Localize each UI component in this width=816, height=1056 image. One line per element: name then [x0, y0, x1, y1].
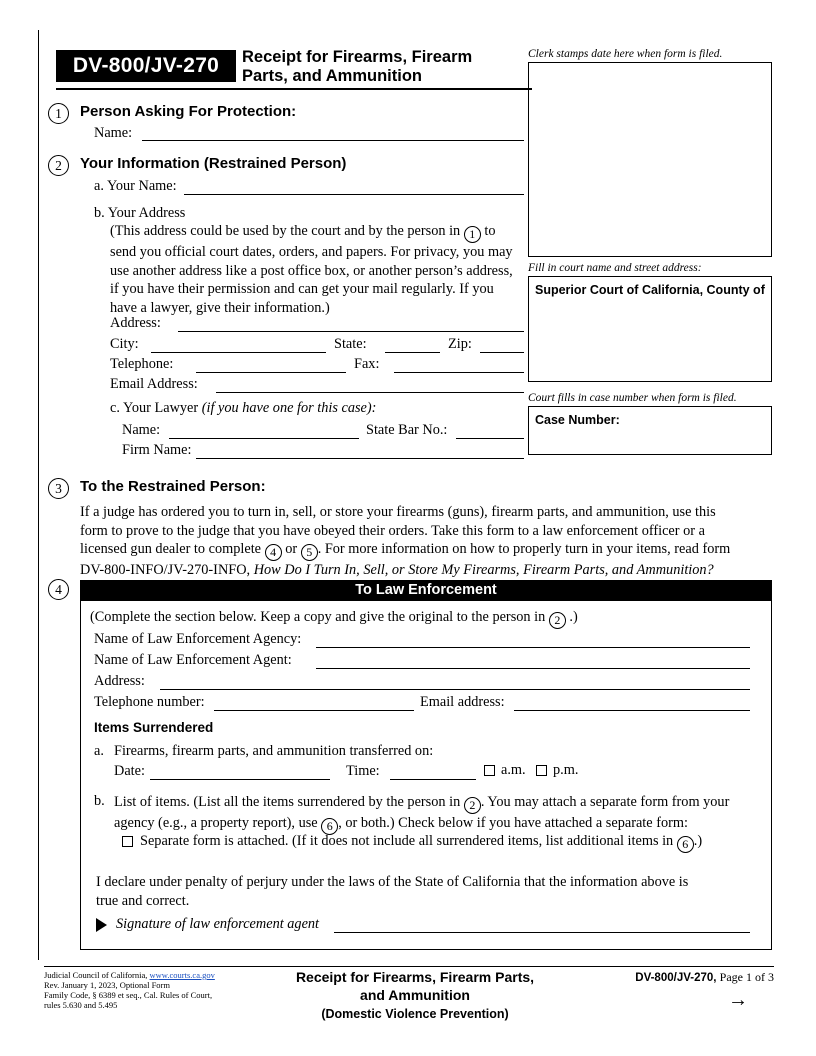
- inline-circle-1: 1: [464, 226, 481, 243]
- address-input[interactable]: [178, 331, 524, 332]
- next-page-arrow-icon: →: [728, 989, 748, 1011]
- lawyer-label-text: c. Your Lawyer: [110, 400, 199, 416]
- section-3-line2: form to prove to the judge that you have obeyed their orders. Take this form to a law enforcement officer or a: [80, 522, 705, 539]
- case-number-label: Case Number:: [535, 413, 620, 427]
- court-name-title: Superior Court of California, County of: [535, 283, 765, 297]
- footer-code-line1: Family Code, § 6389 et seq., Cal. Rules of Court,: [44, 990, 213, 1000]
- footer-page-number: Page 1 of 3: [719, 970, 774, 984]
- agency-name-input[interactable]: [316, 647, 750, 648]
- section-1-number: 1: [48, 103, 69, 124]
- lawyer-label: [110, 400, 376, 417]
- your-address-label: b. Your Address: [94, 205, 186, 221]
- state-label: State:: [334, 336, 367, 352]
- footer-title-line3: (Domestic Violence Prevention): [321, 1007, 509, 1021]
- declaration-line1: I declare under penalty of perjury under the laws of the State of California that the information above is: [96, 874, 689, 890]
- le-address-label: Address:: [94, 673, 145, 689]
- item-b-line1-end: . You may attach a separate form from your: [480, 794, 730, 810]
- item-b-line1: List of items. (List all the items surrendered by the person in: [114, 794, 461, 810]
- clerk-stamp-box[interactable]: [528, 62, 772, 257]
- inline-circle-4: 4: [265, 544, 282, 561]
- case-number-block: [528, 392, 772, 455]
- footer-title-line2: and Ammunition: [360, 987, 470, 1003]
- le-email-input[interactable]: [514, 710, 750, 711]
- section-3-line3b: . For more information on how to properly turn in your items, read form: [317, 541, 731, 557]
- separate-form-text: [140, 832, 760, 853]
- telephone-input[interactable]: [196, 372, 346, 373]
- footer-left-block: [44, 970, 274, 1010]
- am-checkbox[interactable]: [484, 765, 495, 776]
- separate-form-text-a: Separate form is attached. (If it does not include all surrendered items, list additional items in: [140, 833, 674, 849]
- lawyer-name-input[interactable]: [169, 438, 359, 439]
- inline-circle-5: 5: [301, 544, 318, 561]
- declaration-line2: true and correct.: [96, 892, 190, 909]
- section-3-or: or: [285, 541, 298, 557]
- case-number-caption: Court fills in case number when form is filed.: [528, 392, 737, 404]
- address-note-line2: send you official court dates, orders, and papers. For privacy, you may: [110, 244, 513, 260]
- section-3-heading: To the Restrained Person:: [80, 478, 266, 495]
- signature-label: Signature of law enforcement agent: [116, 916, 320, 932]
- clerk-stamp-block: [528, 48, 772, 257]
- inline-circle-6b: 6: [677, 836, 694, 853]
- le-telephone-input[interactable]: [214, 710, 414, 711]
- case-number-box[interactable]: [528, 406, 772, 455]
- transfer-date-label: Date:: [114, 763, 145, 779]
- footer-form-number: DV-800/JV-270,: [635, 972, 717, 984]
- item-b-text: [114, 793, 759, 835]
- address-note-line3: use another address like a post office box, or another person’s address,: [110, 262, 513, 279]
- transfer-time-label: Time:: [346, 763, 380, 779]
- firm-name-label: Firm Name:: [122, 442, 192, 458]
- transfer-date-input[interactable]: [150, 779, 330, 780]
- your-name-label: a. Your Name:: [94, 178, 177, 194]
- footer-title-line1: Receipt for Firearms, Firearm Parts,: [295, 969, 535, 985]
- your-name-input[interactable]: [184, 194, 524, 195]
- agent-name-label: Name of Law Enforcement Agent:: [94, 652, 292, 668]
- address-label: Address:: [110, 315, 161, 331]
- inline-circle-2b: 2: [464, 797, 481, 814]
- footer-revision: Rev. January 1, 2023, Optional Form: [44, 980, 170, 990]
- address-privacy-note: [110, 222, 530, 317]
- item-b-line2: agency (e.g., a property report), use: [114, 815, 318, 831]
- footer-center-title: [250, 968, 580, 1023]
- left-vertical-rule: [38, 30, 39, 960]
- item-b-line2-end: , or both.) Check below if you have attached a separate form:: [338, 815, 688, 831]
- signature-input[interactable]: [334, 932, 750, 933]
- title-underline: [56, 88, 532, 90]
- section-4-intro-a: (Complete the section below. Keep a copy and give the original to the person in: [90, 609, 546, 625]
- footer-council: Judicial Council of California,: [44, 970, 148, 980]
- clerk-stamp-caption: Clerk stamps date here when form is filed.: [528, 48, 723, 60]
- address-note-line1-end: to: [484, 223, 496, 239]
- form-title-line1: Receipt for Firearms, Firearm: [242, 48, 473, 66]
- section-1-name-input[interactable]: [142, 140, 524, 141]
- form-sheet: [44, 30, 774, 990]
- section-1-name-label: Name:: [94, 125, 133, 141]
- state-bar-input[interactable]: [456, 438, 524, 439]
- state-bar-label: State Bar No.:: [366, 422, 448, 438]
- address-note-line5: have a lawyer, give their information.): [110, 299, 330, 316]
- section-4-intro-b: .): [569, 609, 578, 625]
- city-label: City:: [110, 336, 139, 352]
- am-label: a.m.: [501, 762, 526, 778]
- separate-form-text-b: .): [693, 833, 703, 849]
- separate-form-checkbox[interactable]: [122, 836, 133, 847]
- footer-code-line2: rules 5.630 and 5.495: [44, 1000, 118, 1010]
- zip-input[interactable]: [480, 352, 524, 353]
- section-4-number: 4: [48, 579, 69, 600]
- section-4-banner: To Law Enforcement: [80, 580, 772, 600]
- section-1-heading: Person Asking For Protection:: [80, 103, 297, 120]
- section-2-number: 2: [48, 155, 69, 176]
- footer-right-block: [600, 970, 774, 985]
- pm-checkbox[interactable]: [536, 765, 547, 776]
- court-name-caption: Fill in court name and street address:: [528, 262, 702, 274]
- court-name-box[interactable]: [528, 276, 772, 382]
- le-email-label: Email address:: [420, 694, 505, 710]
- form-title-line2: Parts, and Ammunition: [242, 67, 422, 85]
- lawyer-name-label: Name:: [122, 422, 161, 438]
- address-note-line4: if you have their permission and can get your mail regularly. If you: [110, 281, 494, 297]
- court-name-block: [528, 262, 772, 382]
- lawyer-label-italic: (if you have one for this case):: [201, 400, 377, 416]
- email-input[interactable]: [216, 392, 524, 393]
- agent-name-input[interactable]: [316, 668, 750, 669]
- firm-name-input[interactable]: [196, 458, 524, 459]
- section-3-number: 3: [48, 478, 69, 499]
- section-3-line3a: licensed gun dealer to complete: [80, 541, 262, 557]
- section-3-paragraph: [80, 503, 780, 580]
- section-3-line4a: DV-800-INFO/JV-270-INFO,: [80, 562, 251, 578]
- items-surrendered-heading: Items Surrendered: [94, 720, 214, 735]
- agency-name-label: Name of Law Enforcement Agency:: [94, 631, 302, 647]
- transfer-time-input[interactable]: [390, 779, 476, 780]
- inline-circle-2: 2: [549, 612, 566, 629]
- fax-label: Fax:: [354, 356, 380, 372]
- form-title: [242, 48, 532, 86]
- section-2-heading: Your Information (Restrained Person): [80, 155, 347, 172]
- le-telephone-label: Telephone number:: [94, 694, 205, 710]
- telephone-label: Telephone:: [110, 356, 174, 372]
- state-input[interactable]: [385, 352, 440, 353]
- section-3-line4-italic: How Do I Turn In, Sell, or Store My Firearms, Firearm Parts, and Ammunition?: [253, 562, 714, 578]
- item-b-marker: b.: [94, 793, 105, 809]
- address-note-line1: (This address could be used by the court and by the person in: [110, 223, 461, 239]
- city-input[interactable]: [151, 352, 326, 353]
- item-a-text: Firearms, firearm parts, and ammunition transferred on:: [114, 743, 434, 759]
- form-number-badge: DV-800/JV-270: [56, 50, 236, 82]
- le-address-input[interactable]: [160, 689, 750, 690]
- section-3-line1: If a judge has ordered you to turn in, sell, or store your firearms (guns), firearm parts, and ammunition, use this: [80, 504, 716, 520]
- item-a-marker: a.: [94, 743, 104, 759]
- section-4-intro: [90, 608, 750, 629]
- pm-label: p.m.: [553, 762, 579, 778]
- courts-website-link[interactable]: www.courts.ca.gov: [149, 970, 215, 980]
- declaration-text: [96, 873, 756, 910]
- email-label: Email Address:: [110, 376, 198, 392]
- footer-rule: [44, 966, 774, 967]
- inline-circle-6: 6: [321, 818, 338, 835]
- zip-label: Zip:: [448, 336, 472, 352]
- fax-input[interactable]: [394, 372, 524, 373]
- signature-arrow-icon: [96, 918, 107, 932]
